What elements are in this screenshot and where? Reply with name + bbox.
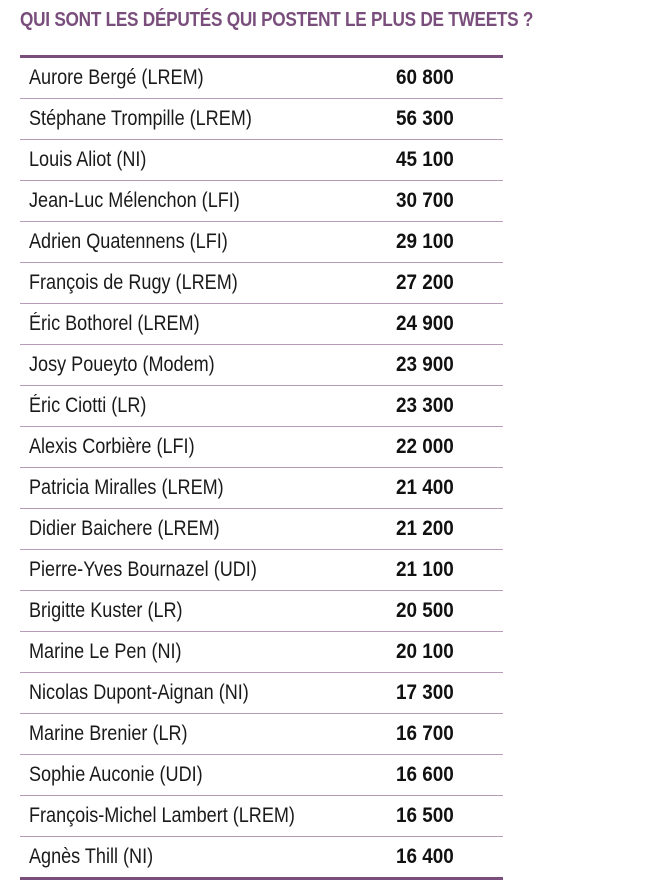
- table-row: [20, 427, 503, 468]
- tweet-count: 21 200: [396, 517, 454, 540]
- deputy-name: Éric Bothorel (LREM): [29, 312, 200, 335]
- deputy-name: Marine Brenier (LR): [29, 722, 188, 745]
- deputy-name: Adrien Quatennens (LFI): [29, 230, 228, 253]
- table-row: [20, 550, 503, 591]
- tweet-count: 29 100: [396, 230, 454, 253]
- table-bottom-rule: [20, 877, 503, 880]
- tweet-count: 20 100: [396, 640, 454, 663]
- table-row: [20, 714, 503, 755]
- table-row: [20, 591, 503, 632]
- deputy-name: Sophie Auconie (UDI): [29, 763, 203, 786]
- deputy-name: Agnès Thill (NI): [29, 845, 154, 868]
- deputy-name: François-Michel Lambert (LREM): [29, 804, 295, 827]
- table-row: [20, 345, 503, 386]
- deputy-name: Louis Aliot (NI): [29, 148, 147, 171]
- tweet-count: 56 300: [396, 107, 454, 130]
- table-row: [20, 673, 503, 714]
- tweet-count: 23 900: [396, 353, 454, 376]
- table-row: [20, 263, 503, 304]
- table-row: [20, 755, 503, 796]
- table-row: [20, 181, 503, 222]
- table-body: [20, 58, 503, 877]
- table-row: [20, 796, 503, 837]
- tweets-table: [20, 55, 503, 880]
- tweet-count: 22 000: [396, 435, 454, 458]
- table-row: [20, 304, 503, 345]
- deputy-name: Jean-Luc Mélenchon (LFI): [29, 189, 240, 212]
- tweet-count: 20 500: [396, 599, 454, 622]
- deputy-name: Éric Ciotti (LR): [29, 394, 147, 417]
- table-row: [20, 58, 503, 99]
- tweet-count: 16 700: [396, 722, 454, 745]
- table-row: [20, 632, 503, 673]
- tweet-count: 30 700: [396, 189, 454, 212]
- table-row: [20, 509, 503, 550]
- tweet-count: 24 900: [396, 312, 454, 335]
- tweet-count: 27 200: [396, 271, 454, 294]
- deputy-name: Alexis Corbière (LFI): [29, 435, 195, 458]
- deputy-name: Aurore Bergé (LREM): [29, 66, 204, 89]
- deputy-name: François de Rugy (LREM): [29, 271, 238, 294]
- table-row: [20, 468, 503, 509]
- tweet-count: 45 100: [396, 148, 454, 171]
- table-row: [20, 140, 503, 181]
- tweet-count: 21 400: [396, 476, 454, 499]
- deputy-name: Josy Poueyto (Modem): [29, 353, 215, 376]
- deputy-name: Patricia Miralles (LREM): [29, 476, 224, 499]
- deputy-name: Marine Le Pen (NI): [29, 640, 182, 663]
- tweet-count: 16 400: [396, 845, 454, 868]
- tweet-count: 60 800: [396, 66, 454, 89]
- deputy-name: Nicolas Dupont-Aignan (NI): [29, 681, 249, 704]
- tweet-count: 16 500: [396, 804, 454, 827]
- tweet-count: 23 300: [396, 394, 454, 417]
- deputy-name: Didier Baichere (LREM): [29, 517, 220, 540]
- tweet-count: 16 600: [396, 763, 454, 786]
- chart-title: QUI SONT LES DÉPUTÉS QUI POSTENT LE PLUS DE TWEETS ?: [20, 9, 534, 31]
- table-row: [20, 99, 503, 140]
- deputy-name: Stéphane Trompille (LREM): [29, 107, 252, 130]
- table-row: [20, 837, 503, 877]
- tweet-count: 17 300: [396, 681, 454, 704]
- tweet-count: 21 100: [396, 558, 454, 581]
- table-row: [20, 386, 503, 427]
- deputy-name: Brigitte Kuster (LR): [29, 599, 183, 622]
- deputy-name: Pierre-Yves Bournazel (UDI): [29, 558, 257, 581]
- table-row: [20, 222, 503, 263]
